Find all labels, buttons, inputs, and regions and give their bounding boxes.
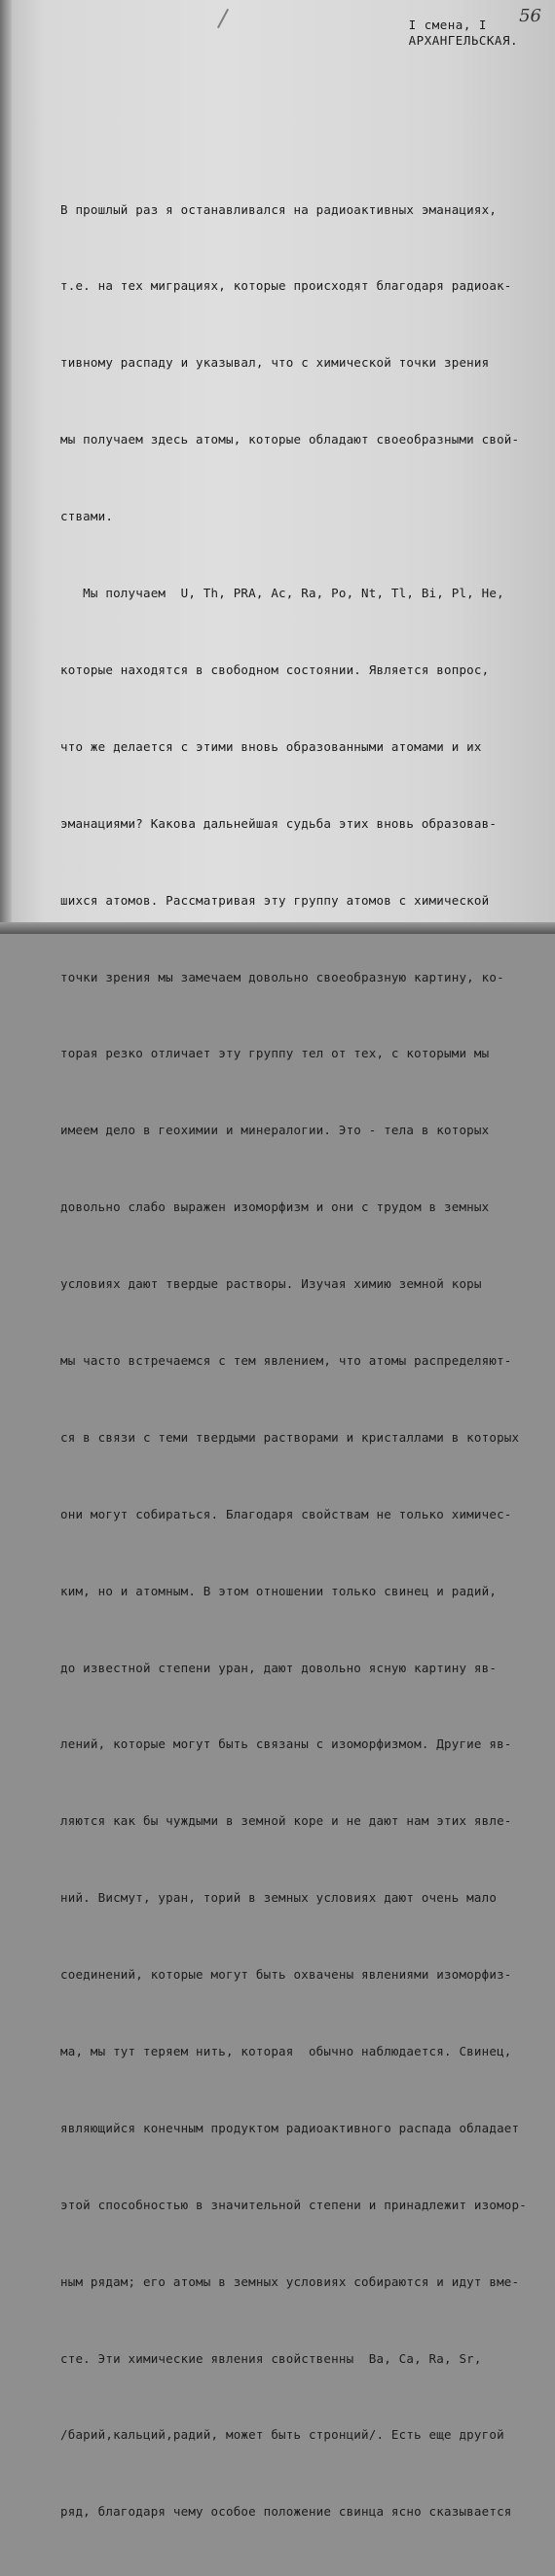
text-line: ким, но и атомным. В этом отношении только свинец и радий, <box>60 1583 498 1598</box>
text-line: т.е. на тех миграциях, которые происходят благодаря радиоак- <box>60 278 512 294</box>
text-line: ным рядам; его атомы в земных условиях собираются и идут вме- <box>60 2273 520 2289</box>
text-line: которые находятся в свободном состоянии. Является вопрос, <box>60 662 490 677</box>
text-line: ствами. <box>60 509 114 524</box>
text-line: торая резко отличает эту группу тел от тех, с которыми мы <box>60 1046 490 1061</box>
text-line: точки зрения мы замечаем довольно своеобразную картину, ко- <box>60 969 504 984</box>
text-line: ряд, благодаря чему особое положение свинца ясно сказывается <box>60 2504 512 2520</box>
text-line: что же делается с этими вновь образованными атомами и их <box>60 738 482 754</box>
text-line: довольно слабо выражен изоморфизм и они с трудом в земных <box>60 1199 490 1215</box>
text-line: ляются как бы чуждыми в земной коре и не дают нам этих явле- <box>60 1813 512 1829</box>
text-line: ся в связи с теми твердыми растворами и кристаллами в которых <box>60 1429 520 1445</box>
text-line: В прошлый раз я останавливался на радиоактивных эманациях, <box>60 201 498 217</box>
text-line: лений, которые могут быть связаны с изоморфизмом. Другие яв- <box>60 1736 512 1752</box>
text-line: являющийся конечным продуктом радиоактивного распада обладает <box>60 2120 520 2135</box>
text-line: они могут собираться. Благодаря свойствам не только химичес- <box>60 1506 512 1521</box>
text-line: шихся атомов. Рассматривая эту группу атомов с химической <box>60 892 490 908</box>
text-line: ма, мы тут теряем нить, которая обычно наблюдается. Свинец, <box>60 2043 512 2058</box>
text-line: соединений, которые могут быть охвачены явлениями изоморфиз- <box>60 1967 512 1983</box>
text-line: условиях дают твердые растворы. Изучая химию земной коры <box>60 1276 482 1292</box>
text-line: сте. Эти химические явления свойственны Ba, Ca, Ra, Sr, <box>60 2350 482 2366</box>
page-number: 56 <box>519 6 541 26</box>
pencil-slash-mark <box>217 9 229 28</box>
text-line: мы часто встречаемся с тем явлением, что атомы распределяют- <box>60 1352 512 1368</box>
typed-body-text <box>60 146 553 2576</box>
text-line: до известной степени уран, дают довольно ясную картину яв- <box>60 1660 498 1675</box>
text-line: тивному распаду и указывал, что с химической точки зрения <box>60 355 490 371</box>
text-line: этой способностью в значительной степени и принадлежит изомор- <box>60 2197 527 2212</box>
page-left-edge <box>0 0 12 934</box>
text-line: /барий,кальций,радий, может быть стронций/. Есть еще другой <box>60 2427 504 2443</box>
text-line: эманациями? Какова дальнейшая судьба этих вновь образовав- <box>60 815 498 831</box>
text-line: мы получаем здесь атомы, которые обладают своеобразными свой- <box>60 432 520 447</box>
text-line: ний. Висмут, уран, торий в земных условиях дают очень мало <box>60 1890 498 1906</box>
text-line: имеем дело в геохимии и минералогии. Это - тела в которых <box>60 1123 490 1138</box>
header-shift-line: I смена, I <box>408 18 487 32</box>
text-line: Мы получаем U, Th, PRA, Ac, Ra, Po, Nt, Tl, Bi, Pl, He, <box>60 586 504 601</box>
header-author-line: АРХАНГЕЛЬСКАЯ. <box>408 33 518 48</box>
document-header <box>409 18 518 49</box>
